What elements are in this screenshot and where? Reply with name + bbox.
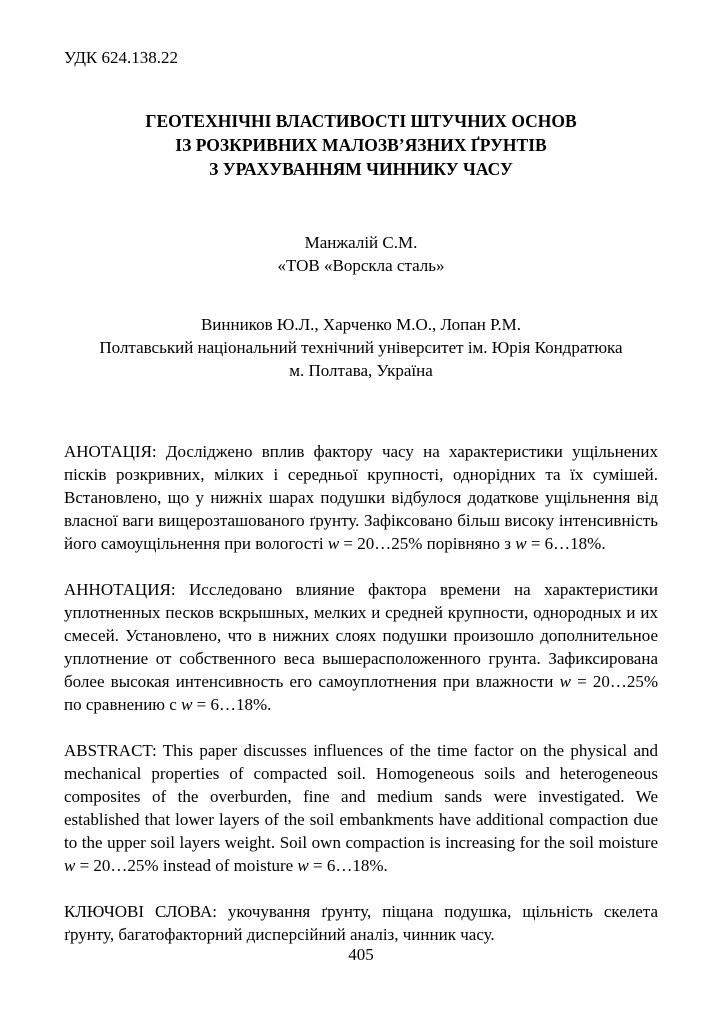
author-affiliation-primary: «ТОВ «Ворскла сталь»: [277, 256, 445, 275]
authors-secondary-affiliation: Полтавський національний технічний університет ім. Юрія Кондратюка: [99, 338, 623, 357]
authors-primary-block: [64, 231, 658, 277]
paper-title: [64, 109, 658, 181]
title-line-1: ГЕОТЕХНІЧНІ ВЛАСТИВОСТІ ШТУЧНИХ ОСНОВ: [145, 111, 577, 131]
title-line-2: ІЗ РОЗКРИВНИХ МАЛОЗВ’ЯЗНИХ ҐРУНТІВ: [175, 135, 547, 155]
abstract-ua: АНОТАЦІЯ: Досліджено вплив фактору часу на характеристики ущільнених пісків розкривних, мілких і середньої крупності, однорідних та їх сумішей. Встановлено, що у нижніх шарах подушки відбулося додаткове ущільнення від власної ваги вищерозташованого ґрунту. Зафіксовано більш високу інтенсивність його самоущільнення при вологості w = 20…25% порівняно з w = 6…18%.: [64, 442, 658, 553]
abstract-ru: АННОТАЦИЯ: Исследовано влияние фактора времени на характеристики уплотненных песков вскрышных, мелких и средней крупности, однородных и их смесей. Установлено, что в нижних слоях подушки произошло дополнительное уплотнение от собственного веса вышерасположенного грунта. Зафиксирована более высокая интенсивность его самоуплотнения при влажности w = 20…25% по сравнению с w = 6…18%.: [64, 580, 658, 714]
page-number: 405: [348, 945, 374, 964]
authors-secondary-location: м. Полтава, Україна: [289, 361, 433, 380]
authors-secondary-block: [64, 313, 658, 382]
keywords: КЛЮЧОВІ СЛОВА: укочування ґрунту, піщана подушка, щільність скелета ґрунту, багатофакторний дисперсійний аналіз, чинник часу.: [64, 902, 658, 944]
title-line-3: З УРАХУВАННЯМ ЧИННИКУ ЧАСУ: [209, 159, 513, 179]
abstract-en: ABSTRACT: This paper discusses influences of the time factor on the physical and mechanical properties of compacted soil. Homogeneous soils and heterogeneous composites of the overburden, fine and medium sands were investigated. We established that lower layers of the soil embankments have additional compaction due to the upper soil layers weight. Soil own compaction is increasing for the soil moisture w = 20…25% instead of moisture w = 6…18%.: [64, 741, 658, 875]
author-name-primary: Манжалій С.М.: [304, 233, 418, 252]
authors-secondary-names: Винников Ю.Л., Харченко М.О., Лопан Р.М.: [200, 315, 522, 334]
udc-number: УДК 624.138.22: [64, 48, 179, 67]
